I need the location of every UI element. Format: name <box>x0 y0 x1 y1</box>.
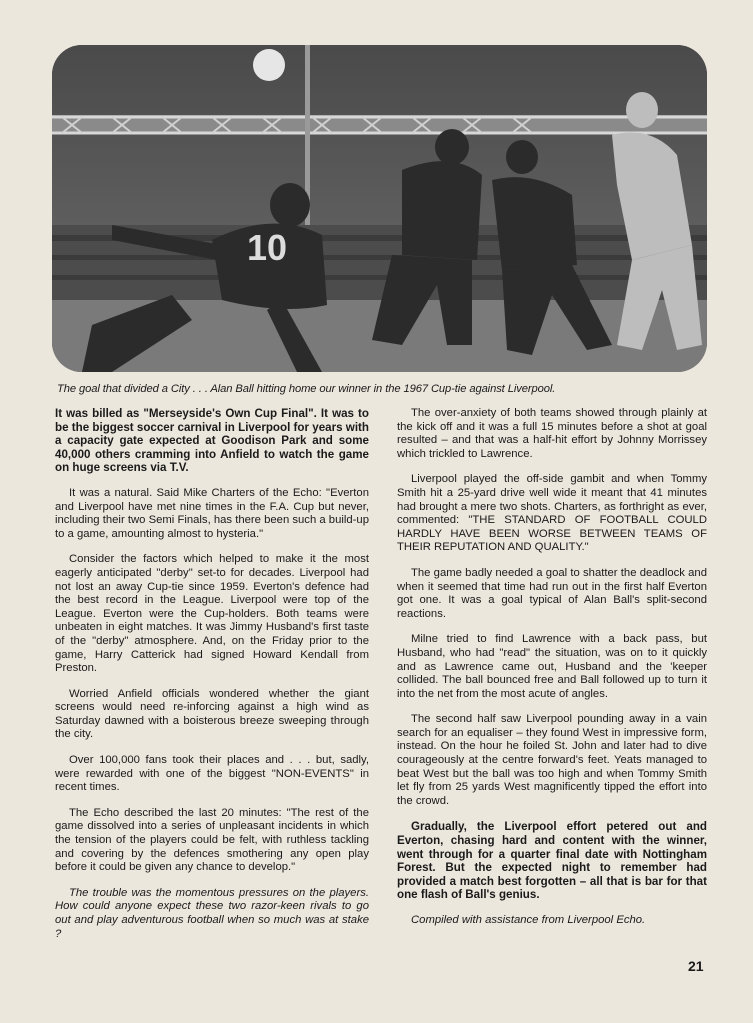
match-photo <box>52 45 707 372</box>
article-left-column <box>55 407 369 953</box>
article-paragraph: The over-anxiety of both teams showed through plainly at the kick off and it was a full 15 minutes before a shot at goal resulted – and that was a half-hit effort by Johnny Morrissey which trickled to Lawrence. <box>397 407 707 460</box>
article-paragraph: The Echo described the last 20 minutes: "The rest of the game dissolved into a series of unpleasant incidents in which the tension of the players could be felt, with ruthless tackling and covering by the defences smothering any open play before it could be given any chance to develop." <box>55 806 369 874</box>
article-conclusion: Gradually, the Liverpool effort petered out and Everton, chasing hard and content with the winner, went through for a quarter final date with Nottingham Forest. But the expected night to remember had provided a match best forgotten – all that is bar for that one flash of Ball's genius. <box>397 820 707 902</box>
page-number: 21 <box>688 958 704 974</box>
photo-caption: The goal that divided a City . . . Alan Ball hitting home our winner in the 1967 Cup-tie against Liverpool. <box>57 383 556 395</box>
article-intro: It was billed as "Merseyside's Own Cup Final". It was to be the biggest soccer carnival in Liverpool for years with a capacity gate expected at Goodison Park and some 40,000 others cramming into Anfield to watch the game on huge screens via T.V. <box>55 407 369 475</box>
article-paragraph: The second half saw Liverpool pounding away in a vain search for an equaliser – they found West in impressive form, instead. On the hour he foiled St. John and later had to dive courageously at the centre forward's feet. Yeats managed to beat West but the ball was too high and when Tommy Smith let fly from 25 yards West magnificently tipped the effort into the crowd. <box>397 713 707 807</box>
article-paragraph: Worried Anfield officials wondered whether the giant screens would need re-inforcing against a high wind as Saturday dawned with a boisterous breeze sweeping through the city. <box>55 687 369 741</box>
article-paragraph: Liverpool played the off-side gambit and when Tommy Smith hit a 25-yard drive well wide it meant that 41 minutes had brought a mere two shots. Charters, as forthright as ever, commented: "THE STANDARD OF FOOTBALL COULD HARDLY HAVE BEEN WORSE BETWEEN TEAMS OF THEIR REPUTATION AND QUALITY." <box>397 473 707 554</box>
article-paragraph: Consider the factors which helped to make it the most eagerly anticipated "derby" set-to for decades. Liverpool had not lost an away Cup-tie since 1959. Everton's defence had the best record in the League. Liverpool were top of the League. Everton were the Cup-holders. Both teams were unbeaten in eight matches. It was Jimmy Husband's first taste of the "derby" atmosphere. And, on the Friday prior to the game, Harry Catterick had signed Howard Kendall from Preston. <box>55 553 369 675</box>
article-paragraph-italic: The trouble was the momentous pressures on the players. How could anyone expect these two razor-keen rivals to go out and play adventurous football when so much was at stake ? <box>55 886 369 940</box>
article-credit: Compiled with assistance from Liverpool Echo. <box>411 914 646 926</box>
match-photo-illustration <box>52 45 707 372</box>
article-paragraph: Milne tried to find Lawrence with a back pass, but Husband, who had "read" the situation, was on to it quickly and as Lawrence came out, Husband and the 'keeper collided. The ball bounced free and Ball followed up to turn it into the net from the most acute of angles. <box>397 633 707 700</box>
article-paragraph: Over 100,000 fans took their places and . . . but, sadly, were rewarded with one of the biggest "NON-EVENTS" in recent times. <box>55 754 369 794</box>
svg-text:10: 10 <box>247 227 288 268</box>
article-paragraph: The game badly needed a goal to shatter the deadlock and when it seemed that time had run out in the first half Everton got one. It was a goal typical of Alan Ball's split-second reactions. <box>397 566 707 620</box>
article-right-column <box>397 407 707 940</box>
article-paragraph: It was a natural. Said Mike Charters of the Echo: "Everton and Liverpool have met nine times in the F.A. Cup but never, including their two Semi Finals, has there been such a build-up to a game, amounting almost to hysteria." <box>55 486 369 540</box>
